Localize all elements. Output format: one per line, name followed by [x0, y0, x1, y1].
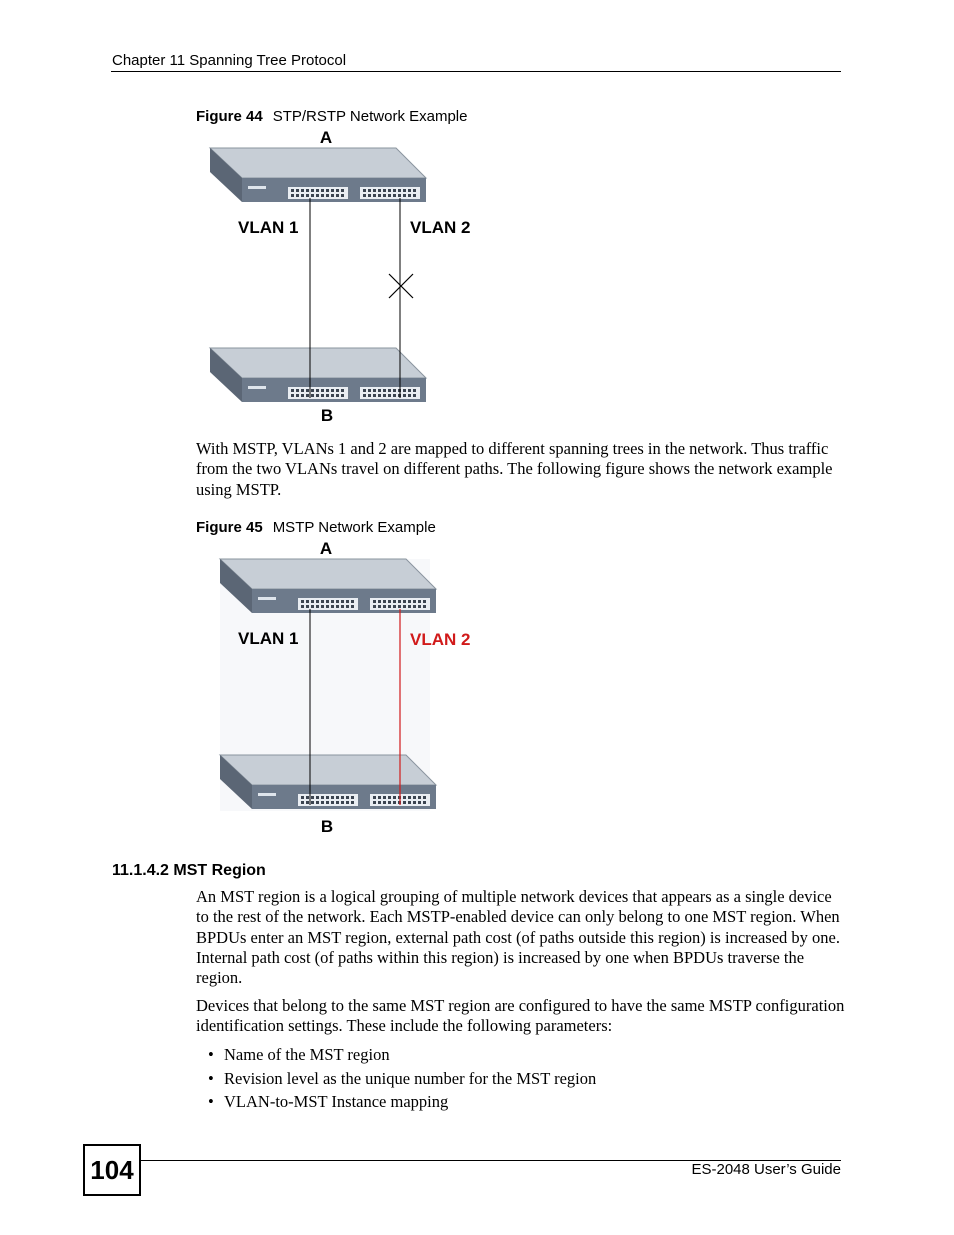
section-heading: 11.1.4.2 MST Region: [112, 862, 266, 879]
bullet-icon: •: [208, 1045, 214, 1064]
figure-45-title: MSTP Network Example: [272, 519, 436, 536]
page-number: 104: [83, 1144, 141, 1196]
mst-region-paragraph-1: An MST region is a logical grouping of multiple network devices that appears as a single device to the rest of the network. Each MSTP-enabled device can only belong to one MST region. When BPDUs enter an MST region, external path cost (of paths outside this region) is increased by one. Internal path cost (of paths within this region) is increased by one when BPDUs traverse the region.: [196, 887, 840, 988]
figure-45-caption: [196, 519, 436, 536]
header-rule: [111, 71, 841, 72]
list-item: • VLAN-to-MST Instance mapping: [208, 1092, 449, 1111]
blocked-link-x-icon: [389, 274, 413, 298]
switch-b-icon: [220, 755, 436, 809]
mstp-paragraph: With MSTP, VLANs 1 and 2 are mapped to different spanning trees in the network. Thus traffic from the two VLANs travel on different paths. The following figure shows the network example using MSTP.: [196, 439, 833, 499]
figure-44-diagram: [196, 126, 516, 426]
figure-44-title: STP/RSTP Network Example: [272, 108, 468, 125]
switch-b-label: B: [320, 406, 334, 425]
mst-region-paragraph-2: Devices that belong to the same MST region are configured to have the same MSTP configuration identification settings. These include the following parameters:: [196, 996, 845, 1036]
vlan2-label: VLAN 2: [410, 218, 471, 237]
figure-45-diagram: [196, 537, 516, 839]
switch-b-label: B: [320, 817, 334, 836]
list-item: • Name of the MST region: [208, 1045, 390, 1064]
vlan2-label: VLAN 2: [410, 630, 471, 649]
footer-guide-title: ES-2048 User’s Guide: [691, 1161, 841, 1178]
bullet-icon: •: [208, 1092, 214, 1111]
list-item: • Revision level as the unique number for the MST region: [208, 1068, 597, 1088]
switch-a-icon: [210, 148, 426, 202]
vlan1-label: VLAN 1: [238, 218, 299, 237]
figure-44-caption: [196, 108, 467, 125]
switch-a-icon: [220, 559, 436, 613]
bullet-icon: •: [208, 1068, 214, 1088]
switch-a-label: A: [319, 539, 333, 558]
figure-45-label: Figure 45: [196, 519, 263, 536]
figure-44-label: Figure 44: [196, 108, 263, 125]
vlan1-label: VLAN 1: [238, 629, 299, 648]
running-header: Chapter 11 Spanning Tree Protocol: [112, 52, 347, 69]
parameter-list: [208, 1045, 596, 1116]
switch-a-label: A: [319, 128, 333, 147]
switch-b-icon: [210, 348, 426, 402]
